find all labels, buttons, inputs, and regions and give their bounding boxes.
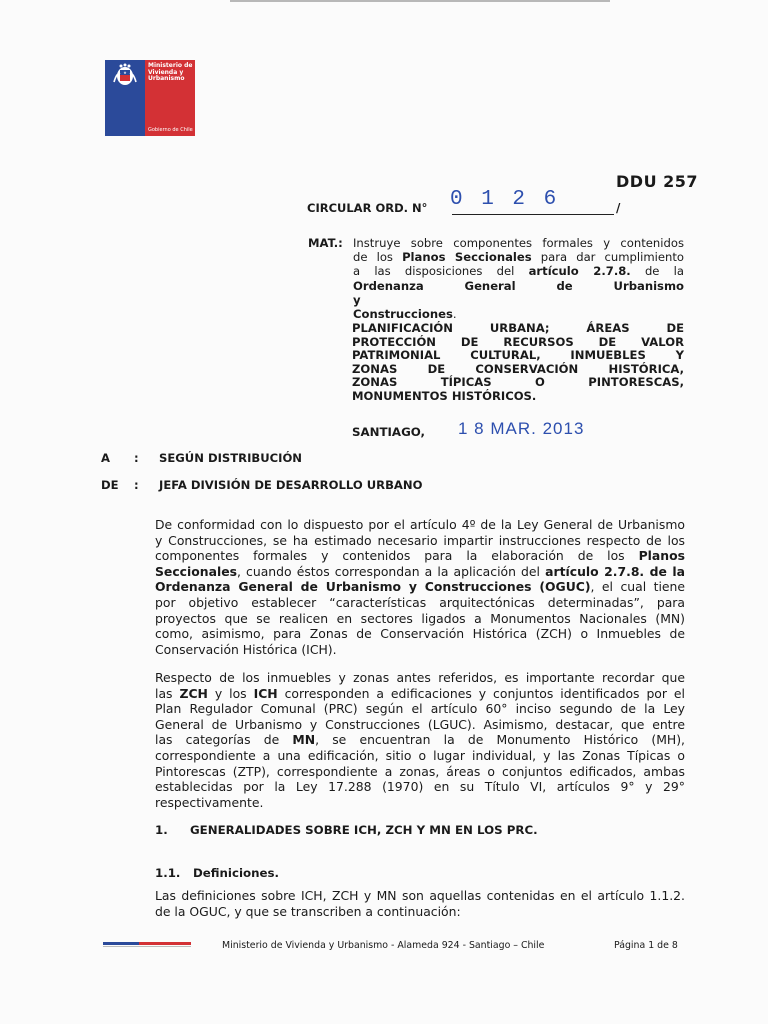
paragraph-2: [155, 670, 685, 810]
text: de la: [630, 264, 684, 279]
addressee-value: SEGÚN DISTRIBUCIÓN: [159, 451, 303, 465]
para-line: por objetivo establecer “características arquitectónicas determinadas”, para: [155, 594, 685, 610]
section-number: 1.: [155, 823, 168, 837]
text: , el cual tiene: [590, 579, 686, 595]
para-line: Plan Regulador Comunal (PRC) según el artículo 60° inciso segundo de la Ley: [155, 701, 685, 717]
para-line: respectivamente.: [155, 794, 264, 810]
text: componentes formales y contenidos para la elaboración de los: [155, 548, 639, 564]
text: a las disposiciones del: [353, 264, 529, 279]
topic-line: ZONAS DE CONSERVACIÓN HISTÓRICA,: [352, 361, 684, 376]
paragraph-1: [155, 517, 685, 657]
para-line: [155, 732, 685, 748]
para-line: [155, 579, 685, 595]
addressee-key: A: [101, 451, 110, 465]
subject-line: [353, 264, 684, 278]
topics-block: [352, 322, 684, 404]
section-title: GENERALIDADES SOBRE ICH, ZCH Y MN EN LOS PRC.: [190, 823, 538, 837]
logo-line: Vivienda y: [148, 68, 184, 76]
addressee-colon: :: [134, 451, 139, 465]
text: las categorías de: [155, 732, 293, 748]
para-line: de la OGUC, y que se transcriben a continuación:: [155, 903, 461, 919]
footer-bar-rule: [103, 946, 191, 947]
bold-term: Ordenanza General de Urbanismo y Construcciones (OGUC): [155, 579, 591, 595]
bold-term: Planos: [638, 548, 685, 564]
text: de los: [353, 250, 403, 265]
coat-of-arms-icon: [111, 62, 139, 88]
footer-bar-red: [139, 942, 191, 945]
para-line: General de Urbanismo y Construcciones (LGUC). Asimismo, destacar, que entre: [155, 716, 685, 732]
section-title: Definiciones.: [193, 866, 280, 880]
para-line: y Construcciones, se ha estimado necesario impartir instrucciones respecto de los: [155, 532, 685, 548]
planos-seccionales: Planos Seccionales: [402, 250, 532, 265]
para-line: [155, 686, 685, 702]
scan-edge-line: [230, 0, 610, 2]
para-line: Respecto de los inmuebles y zonas antes referidos, es importante recordar que: [155, 670, 685, 685]
addressee-value: JEFA DIVISIÓN DE DESARROLLO URBANO: [159, 478, 423, 492]
subject-line: [353, 250, 684, 264]
topic-line: MONUMENTOS HISTÓRICOS.: [352, 388, 537, 403]
bold-term: ICH: [253, 685, 278, 701]
para-line: como, asimismo, para Zonas de Conservación Histórica (ZCH) o Inmuebles de: [155, 626, 685, 642]
subject-text: [353, 236, 684, 321]
topic-line: PLANIFICACIÓN URBANA; ÁREAS DE: [352, 321, 684, 335]
topic-line: PROTECCIÓN DE RECURSOS DE VALOR: [352, 334, 684, 349]
para-line: proyectos que se realicen en sectores ligados a Monumentos Nacionales (MN): [155, 610, 685, 626]
footer-bar-blue: [103, 942, 139, 945]
footer-address: Ministerio de Vivienda y Urbanismo - Alameda 924 - Santiago – Chile: [222, 940, 545, 951]
para-line: correspondiente a una edificación, sitio o lugar individual, y las Zonas Típicas o: [155, 747, 685, 763]
addressee-colon: :: [134, 478, 139, 492]
logo-line: Ministerio de: [148, 62, 193, 69]
text: , se encuentran la de Monumento Histórico (MH),: [315, 732, 685, 748]
text: corresponden a edificaciones y conjuntos identificados por el: [277, 685, 685, 701]
text: y los: [207, 685, 254, 701]
text: las: [155, 685, 180, 701]
date-stamp: 1 8 MAR. 2013: [458, 419, 585, 438]
para-line: [155, 564, 685, 580]
topic-line: ZONAS TÍPICAS O PINTORESCAS,: [352, 375, 684, 390]
para-line: De conformidad con lo dispuesto por el artículo 4º de la Ley General de Urbanismo: [155, 517, 685, 532]
subject-line: [353, 307, 684, 321]
bold-term: MN: [292, 732, 316, 748]
circular-slash: /: [616, 201, 621, 215]
subject-label: MAT.:: [308, 236, 343, 250]
footer-flag-bar: [103, 942, 191, 948]
ddu-number: DDU 257: [616, 172, 699, 191]
subject-line: Ordenanza General de Urbanismo y: [353, 278, 684, 307]
bold-term: artículo 2.7.8. de la: [545, 563, 685, 579]
logo-ministry-name: [148, 63, 192, 83]
subject-block: [308, 236, 684, 321]
circular-number: 0 1 2 6: [450, 188, 560, 211]
para-line: Pintorescas (ZTP), correspondiente a zonas, áreas o conjuntos edificados, ambas: [155, 763, 685, 779]
bold-term: ZCH: [179, 685, 208, 701]
paragraph-3: [155, 888, 685, 919]
text: para dar cumplimiento: [531, 250, 684, 265]
para-line: establecidas por la Ley 17.288 (1970) en su Título VI, artículos 9° y 29°: [155, 779, 685, 795]
para-line: [155, 548, 685, 564]
circular-label: CIRCULAR ORD. N°: [307, 201, 428, 215]
text: , cuando éstos correspondan a la aplicación del: [237, 563, 546, 579]
page-number: Página 1 de 8: [614, 940, 678, 951]
ordinance-name: Construcciones: [353, 307, 453, 322]
addressee-key: DE: [101, 478, 119, 492]
subject-line: Instruye sobre componentes formales y contenidos: [353, 236, 684, 250]
circular-underline: [452, 214, 614, 215]
logo-footer: Gobierno de Chile: [148, 127, 193, 133]
topic-line: PATRIMONIAL CULTURAL, INMUEBLES Y: [352, 348, 684, 363]
bold-term: Seccionales: [155, 563, 237, 579]
article-ref: artículo 2.7.8.: [528, 264, 631, 279]
section-number: 1.1.: [155, 866, 181, 880]
para-line: Conservación Histórica (ICH).: [155, 641, 337, 657]
para-line: Las definiciones sobre ICH, ZCH y MN son aquellas contenidas en el artículo 1.1.2.: [155, 888, 685, 903]
text: .: [452, 307, 457, 322]
logo-line: Urbanismo: [148, 75, 185, 82]
date-city: SANTIAGO,: [352, 425, 425, 439]
ministry-logo: [105, 60, 195, 136]
